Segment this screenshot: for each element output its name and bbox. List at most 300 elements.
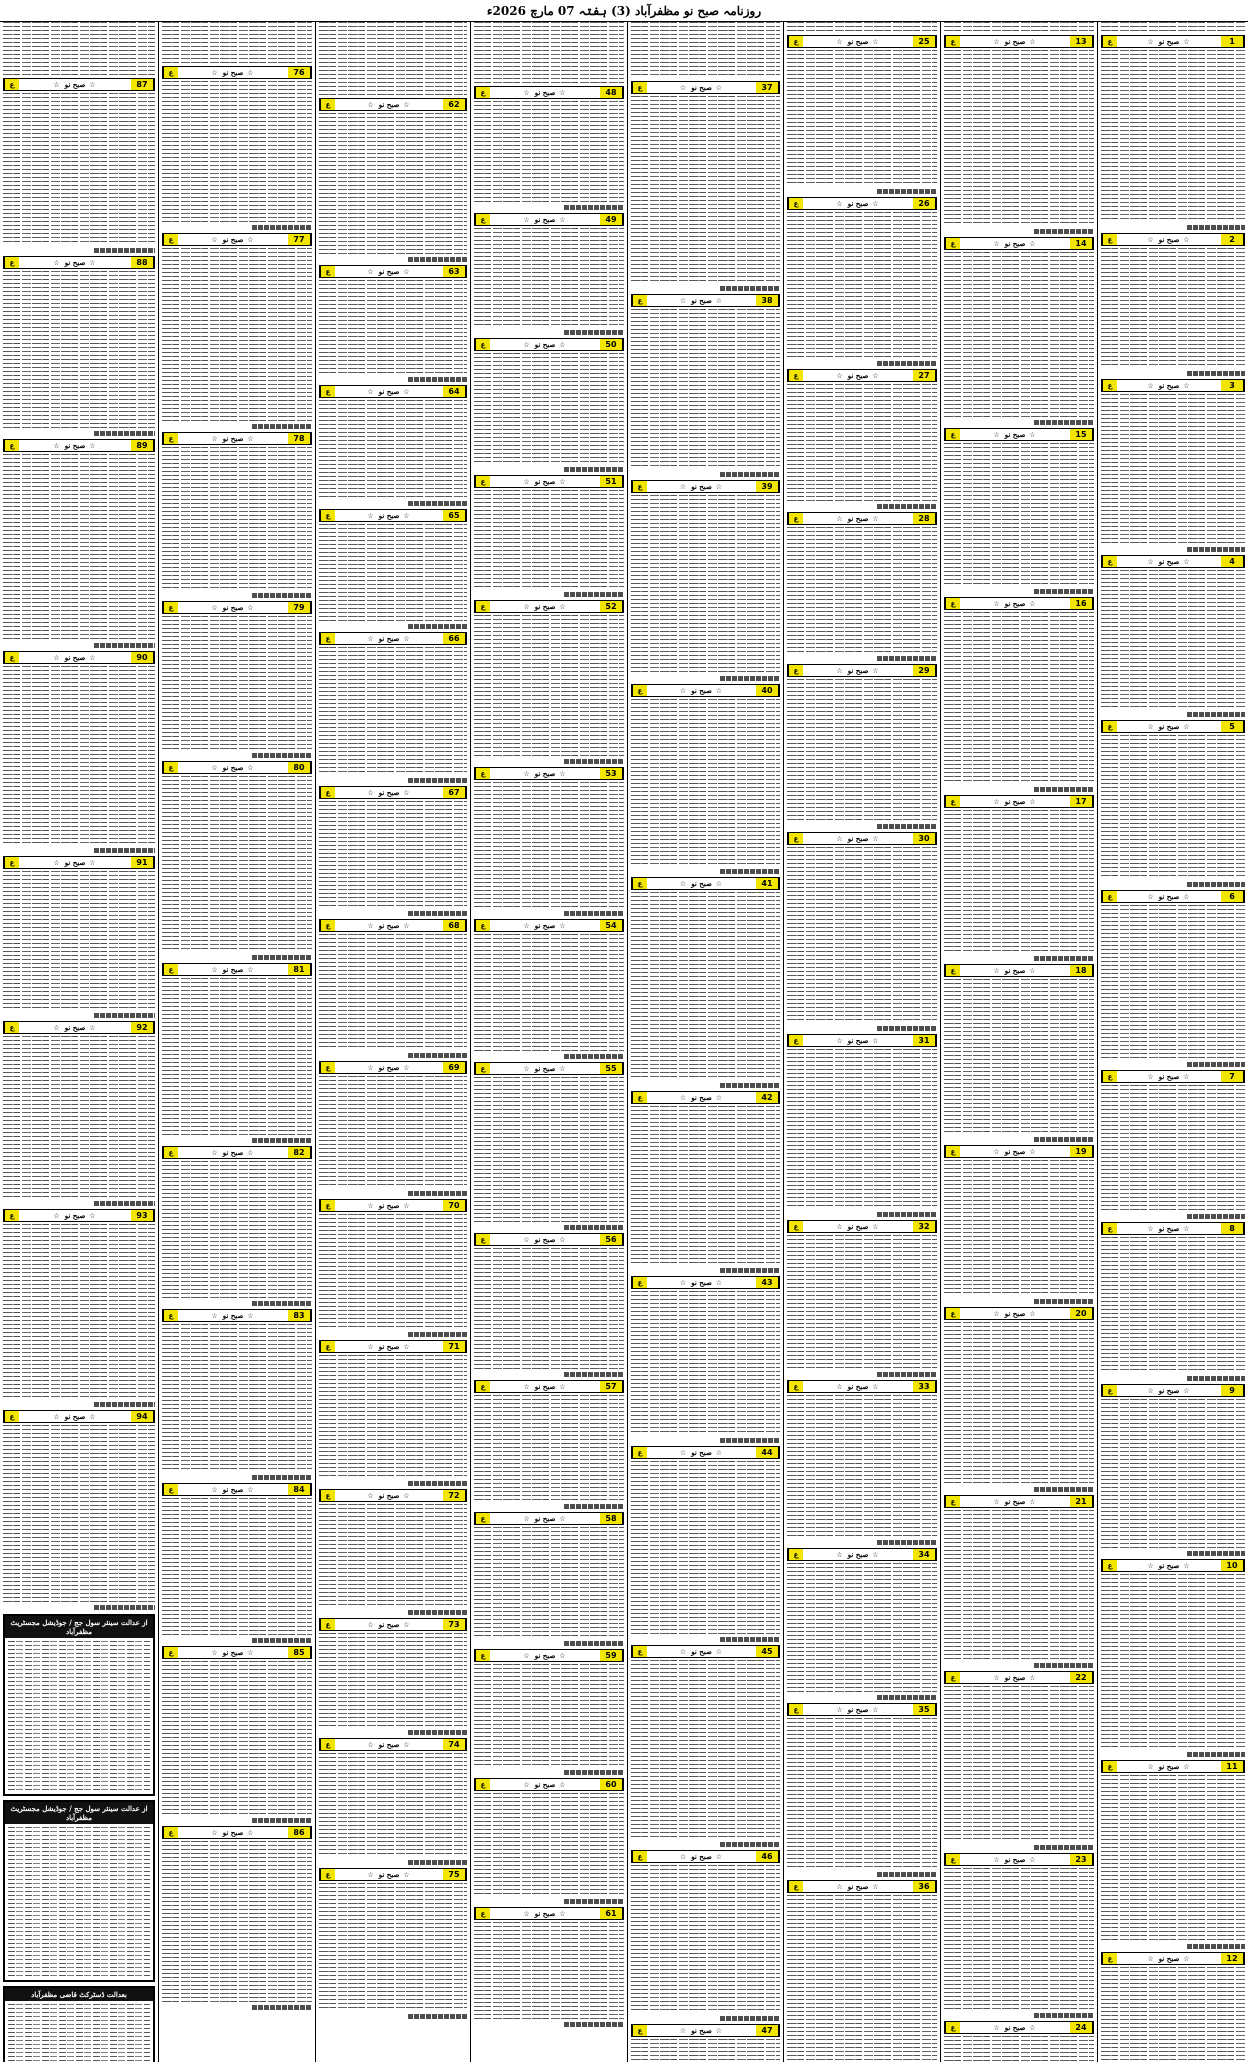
star-icon-row: ☆ صبح نو ☆: [836, 1382, 880, 1391]
notice-signature: [564, 1641, 624, 1646]
paper-logo-icon: ع: [945, 965, 960, 976]
paper-logo-icon: ع: [945, 2022, 960, 2033]
notice-signature: [877, 189, 937, 194]
notice-number: 89: [131, 440, 154, 451]
notice-text: [319, 934, 467, 1050]
star-icon-row: ☆ صبح نو ☆: [1147, 1224, 1191, 1233]
notice-header: [631, 81, 780, 94]
notice-signature: [877, 1695, 937, 1700]
header-label: صبح نو: [64, 1023, 86, 1032]
notice-signature: [408, 1332, 467, 1337]
notice-header: [944, 597, 1094, 610]
notice-signature: [94, 848, 155, 853]
header-label: صبح نو: [222, 1148, 244, 1157]
column-1: [1097, 22, 1248, 2062]
notice-header: [3, 1021, 155, 1034]
star-icon-row: ☆ صبح نو ☆: [1147, 1561, 1191, 1570]
notice-number: 54: [600, 920, 623, 931]
notice-number: 48: [600, 87, 623, 98]
notice-header: [631, 1091, 780, 1104]
paper-logo-icon: ع: [475, 214, 490, 225]
notice-text: [631, 1660, 780, 1839]
notice-number: 77: [288, 234, 311, 245]
notice-number: 43: [756, 1277, 779, 1288]
star-icon-row: ☆ صبح نو ☆: [53, 441, 97, 450]
notice-text: [787, 847, 937, 1023]
notice-number: 35: [913, 1704, 936, 1715]
notice-signature: [877, 1372, 937, 1377]
star-icon-row: ☆ صبح نو ☆: [523, 1651, 567, 1660]
header-label: صبح نو: [691, 296, 712, 305]
star-icon-row: ☆ صبح نو ☆: [836, 1036, 880, 1045]
star-icon-row: ☆ صبح نو ☆: [1147, 1762, 1191, 1771]
notice-number: 45: [756, 1646, 779, 1657]
paper-logo-icon: ع: [320, 633, 335, 644]
notice-header: [944, 2021, 1094, 2034]
notice-number: 55: [600, 1063, 623, 1074]
notice-number: 17: [1070, 796, 1093, 807]
header-label: صبح نو: [691, 2026, 712, 2035]
header-label: صبح نو: [378, 1870, 400, 1879]
star-icon-row: ☆ صبح نو ☆: [523, 1235, 567, 1244]
notice-signature: [408, 377, 467, 382]
notice-signature: [1187, 882, 1245, 887]
notice-number: 75: [443, 1869, 466, 1880]
paper-logo-icon: ع: [788, 370, 803, 381]
notice-header: [319, 786, 467, 799]
notice-number: 24: [1070, 2022, 1093, 2033]
header-label: صبح نو: [691, 1278, 712, 1287]
notice-header: [631, 480, 780, 493]
notice-number: 29: [913, 665, 936, 676]
notice-header: [474, 1233, 624, 1246]
paper-logo-icon: ع: [945, 598, 960, 609]
notice-text: [631, 699, 780, 866]
header-label: صبح نو: [378, 1620, 400, 1629]
notice-text: [787, 1395, 937, 1537]
paper-logo-icon: ع: [4, 857, 19, 868]
star-icon-row: ☆ صبح نو ☆: [211, 1485, 255, 1494]
notice-signature: [877, 1872, 937, 1877]
notice-number: 61: [600, 1908, 623, 1919]
star-icon-row: ☆ صبح نو ☆: [53, 80, 97, 89]
header-label: صبح نو: [534, 1064, 556, 1073]
notice-signature: [1187, 1062, 1245, 1067]
notice-header: [944, 1671, 1094, 1684]
star-icon-row: ☆ صبح نو ☆: [367, 1201, 411, 1210]
notice-signature: [408, 1860, 467, 1865]
header-label: صبح نو: [534, 769, 556, 778]
paper-logo-icon: ع: [320, 510, 335, 521]
notice-text: [944, 1160, 1094, 1296]
header-label: صبح نو: [1158, 1762, 1180, 1771]
column-2: [940, 22, 1097, 2062]
notice-signature: [1034, 1845, 1094, 1850]
header-label: صبح نو: [1004, 1855, 1026, 1864]
notice-text: [3, 454, 155, 640]
paper-logo-icon: ع: [163, 433, 178, 444]
notice-header: [319, 632, 467, 645]
notice-header: [1101, 379, 1245, 392]
notice-header: [1101, 233, 1245, 246]
star-icon-row: ☆ صبح نو ☆: [679, 482, 724, 491]
notice-number: 70: [443, 1200, 466, 1211]
paper-logo-icon: ع: [163, 67, 178, 78]
header-label: صبح نو: [847, 371, 869, 380]
paper-logo-icon: ع: [163, 1484, 178, 1495]
notice-header: [474, 767, 624, 780]
court-notice-body: [8, 1641, 150, 1791]
header-label: صبح نو: [222, 1311, 244, 1320]
star-icon-row: ☆ صبح نو ☆: [367, 921, 411, 930]
paper-logo-icon: ع: [945, 429, 960, 440]
paper-logo-icon: ع: [632, 82, 647, 93]
notice-header: [631, 1645, 780, 1658]
paper-logo-icon: ع: [1102, 1560, 1117, 1571]
header-label: صبح نو: [1158, 1954, 1180, 1963]
paper-logo-icon: ع: [320, 1062, 335, 1073]
notice-text: [944, 443, 1094, 586]
notice-header: [319, 1868, 467, 1881]
article-text: [3, 22, 155, 75]
notice-number: 85: [288, 1647, 311, 1658]
notice-signature: [1187, 1376, 1245, 1381]
notice-signature: [564, 592, 624, 597]
paper-logo-icon: ع: [475, 1650, 490, 1661]
notice-text: [474, 1077, 624, 1222]
star-icon-row: ☆ صبح نو ☆: [1147, 1954, 1191, 1963]
header-label: صبح نو: [378, 387, 400, 396]
notice-number: 36: [913, 1881, 936, 1892]
star-icon-row: ☆ صبح نو ☆: [679, 83, 724, 92]
notice-header: [162, 1826, 312, 1839]
notice-text: [944, 1686, 1094, 1842]
notice-signature: [564, 330, 624, 335]
star-icon-row: ☆ صبح نو ☆: [367, 634, 411, 643]
header-label: صبح نو: [1158, 1072, 1180, 1081]
notice-text: [944, 612, 1094, 784]
header-label: صبح نو: [534, 602, 556, 611]
notice-signature: [252, 1475, 312, 1480]
notice-text: [474, 1395, 624, 1501]
notice-signature: [877, 1026, 937, 1031]
paper-logo-icon: ع: [320, 1490, 335, 1501]
notice-number: 1: [1221, 36, 1244, 47]
notice-header: [474, 1778, 624, 1791]
header-label: صبح نو: [847, 1036, 869, 1045]
article-text: [162, 22, 312, 63]
notice-signature: [720, 472, 780, 477]
paper-logo-icon: ع: [1102, 36, 1117, 47]
star-icon-row: ☆ صبح نو ☆: [993, 599, 1037, 608]
star-icon-row: ☆ صبح نو ☆: [367, 267, 411, 276]
notice-header: [162, 1309, 312, 1322]
notice-text: [787, 1718, 937, 1869]
star-icon-row: ☆ صبح نو ☆: [523, 602, 567, 611]
star-icon-row: ☆ صبح نو ☆: [1147, 1386, 1191, 1395]
notice-text: [787, 1049, 937, 1209]
paper-logo-icon: ع: [4, 257, 19, 268]
notice-signature: [720, 1438, 780, 1443]
court-notice-body: [8, 2004, 150, 2062]
notice-text: [3, 271, 155, 428]
paper-logo-icon: ع: [788, 1381, 803, 1392]
header-label: صبح نو: [534, 477, 556, 486]
header-label: صبح نو: [1158, 1386, 1180, 1395]
notice-text: [1101, 1085, 1245, 1211]
notice-signature: [564, 1504, 624, 1509]
notice-number: 83: [288, 1310, 311, 1321]
notice-signature: [564, 1770, 624, 1775]
notice-header: [1101, 1760, 1245, 1773]
notice-signature: [94, 1605, 155, 1610]
notice-signature: [1034, 787, 1094, 792]
notice-number: 31: [913, 1035, 936, 1046]
paper-logo-icon: ع: [320, 386, 335, 397]
notice-number: 30: [913, 833, 936, 844]
notice-number: 2: [1221, 234, 1244, 245]
notice-number: 34: [913, 1549, 936, 1560]
star-icon-row: ☆ صبح نو ☆: [211, 1311, 255, 1320]
paper-logo-icon: ع: [788, 833, 803, 844]
star-icon-row: ☆ صبح نو ☆: [1147, 722, 1191, 731]
notice-header: [162, 963, 312, 976]
star-icon-row: ☆ صبح نو ☆: [836, 666, 880, 675]
star-icon-row: ☆ صبح نو ☆: [53, 1412, 97, 1421]
paper-logo-icon: ع: [1102, 1761, 1117, 1772]
paper-logo-icon: ع: [1102, 556, 1117, 567]
star-icon-row: ☆ صبح نو ☆: [523, 88, 567, 97]
notice-number: 94: [131, 1411, 154, 1422]
header-label: صبح نو: [1158, 722, 1180, 731]
star-icon-row: ☆ صبح نو ☆: [523, 921, 567, 930]
paper-logo-icon: ع: [788, 1549, 803, 1560]
star-icon-row: ☆ صبح نو ☆: [211, 965, 255, 974]
notice-signature: [877, 1212, 937, 1217]
notice-signature: [408, 624, 467, 629]
notice-text: [319, 801, 467, 908]
notice-header: [319, 1199, 467, 1212]
notice-header: [319, 1738, 467, 1751]
notice-number: 80: [288, 762, 311, 773]
notice-header: [787, 369, 937, 382]
star-icon-row: ☆ صبح نو ☆: [993, 1855, 1037, 1864]
paper-logo-icon: ع: [788, 1704, 803, 1715]
notice-header: [944, 428, 1094, 441]
paper-logo-icon: ع: [788, 665, 803, 676]
paper-logo-icon: ع: [632, 1447, 647, 1458]
notice-text: [162, 1841, 312, 2002]
notice-number: 27: [913, 370, 936, 381]
star-icon-row: ☆ صبح نو ☆: [993, 966, 1037, 975]
notice-signature: [720, 2016, 780, 2021]
notice-signature: [720, 286, 780, 291]
notice-signature: [720, 869, 780, 874]
notice-text: [319, 1214, 467, 1329]
paper-logo-icon: ع: [945, 796, 960, 807]
paper-logo-icon: ع: [632, 1646, 647, 1657]
header-label: صبح نو: [378, 267, 400, 276]
star-icon-row: ☆ صبح نو ☆: [993, 2023, 1037, 2032]
paper-logo-icon: ع: [475, 1234, 490, 1245]
star-icon-row: ☆ صبح نو ☆: [1147, 1072, 1191, 1081]
star-icon-row: ☆ صبح نو ☆: [836, 1705, 880, 1714]
header-label: صبح نو: [1158, 37, 1180, 46]
article-text: [474, 22, 624, 83]
notice-header: [319, 1061, 467, 1074]
header-label: صبح نو: [534, 1382, 556, 1391]
header-label: صبح نو: [1004, 1309, 1026, 1318]
notice-text: [787, 50, 937, 186]
notice-number: 21: [1070, 1496, 1093, 1507]
notice-text: [3, 1036, 155, 1198]
notice-text: [474, 782, 624, 908]
notice-number: 56: [600, 1234, 623, 1245]
notice-header: [3, 1410, 155, 1423]
notice-text: [162, 1498, 312, 1635]
notice-number: 16: [1070, 598, 1093, 609]
notice-signature: [408, 1481, 467, 1486]
notice-number: 63: [443, 266, 466, 277]
notice-signature: [252, 1638, 312, 1643]
notice-header: [3, 651, 155, 664]
star-icon-row: ☆ صبح نو ☆: [367, 1063, 411, 1072]
article-text: [1101, 22, 1245, 32]
notice-signature: [408, 2014, 467, 2019]
paper-logo-icon: ع: [475, 920, 490, 931]
header-label: صبح نو: [378, 1063, 400, 1072]
star-icon-row: ☆ صبح نو ☆: [993, 37, 1037, 46]
notice-header: [944, 795, 1094, 808]
notice-text: [162, 81, 312, 222]
header-label: صبح نو: [222, 1485, 244, 1494]
header-label: صبح نو: [222, 1648, 244, 1657]
paper-logo-icon: ع: [475, 1513, 490, 1524]
notice-number: 28: [913, 513, 936, 524]
notice-signature: [252, 955, 312, 960]
notice-signature: [720, 1637, 780, 1642]
star-icon-row: ☆ صبح نو ☆: [993, 1673, 1037, 1682]
column-6: [315, 22, 470, 2062]
star-icon-row: ☆ صبح نو ☆: [53, 1023, 97, 1032]
star-icon-row: ☆ صبح نو ☆: [367, 1491, 411, 1500]
notice-number: 91: [131, 857, 154, 868]
notice-signature: [1187, 1551, 1245, 1556]
star-icon-row: ☆ صبح نو ☆: [1147, 557, 1191, 566]
notice-signature: [564, 467, 624, 472]
header-label: صبح نو: [222, 235, 244, 244]
star-icon-row: ☆ صبح نو ☆: [836, 1550, 880, 1559]
star-icon-row: ☆ صبح نو ☆: [993, 239, 1037, 248]
notice-header: [162, 1483, 312, 1496]
header-label: صبح نو: [222, 965, 244, 974]
star-icon-row: ☆ صبح نو ☆: [211, 434, 255, 443]
notice-signature: [94, 248, 155, 253]
notice-signature: [94, 1402, 155, 1407]
article-text: [631, 22, 780, 78]
notice-text: [787, 384, 937, 501]
notice-signature: [94, 1201, 155, 1206]
header-label: صبح نو: [1158, 381, 1180, 390]
notice-number: 44: [756, 1447, 779, 1458]
header-label: صبح نو: [847, 666, 869, 675]
paper-logo-icon: ع: [163, 602, 178, 613]
header-label: صبح نو: [64, 80, 86, 89]
header-label: صبح نو: [378, 634, 400, 643]
notice-number: 93: [131, 1210, 154, 1221]
notice-text: [3, 1425, 155, 1602]
notice-number: 39: [756, 481, 779, 492]
notice-text: [1101, 735, 1245, 879]
paper-logo-icon: ع: [320, 1869, 335, 1880]
notice-signature: [564, 759, 624, 764]
notice-header: [3, 856, 155, 869]
notice-signature: [408, 778, 467, 783]
notice-number: 84: [288, 1484, 311, 1495]
notice-number: 32: [913, 1221, 936, 1232]
notice-header: [787, 512, 937, 525]
star-icon-row: ☆ صبح نو ☆: [836, 371, 880, 380]
notice-header: [319, 265, 467, 278]
notice-signature: [720, 676, 780, 681]
court-notice: [3, 1614, 155, 1796]
notice-number: 72: [443, 1490, 466, 1501]
notice-signature: [1034, 229, 1094, 234]
header-label: صبح نو: [64, 653, 86, 662]
header-label: صبح نو: [1158, 557, 1180, 566]
paper-logo-icon: ع: [1102, 1223, 1117, 1234]
notice-header: [3, 78, 155, 91]
notice-number: 66: [443, 633, 466, 644]
star-icon-row: ☆ صبح نو ☆: [836, 199, 880, 208]
notice-signature: [252, 424, 312, 429]
notice-signature: [1187, 1214, 1245, 1219]
star-icon-row: ☆ صبح نو ☆: [679, 1448, 724, 1457]
notice-signature: [408, 911, 467, 916]
notice-header: [319, 1340, 467, 1353]
notice-text: [944, 50, 1094, 226]
notice-number: 88: [131, 257, 154, 268]
paper-logo-icon: ع: [788, 36, 803, 47]
paper-logo-icon: ع: [1102, 380, 1117, 391]
paper-logo-icon: ع: [945, 36, 960, 47]
notice-text: [474, 1248, 624, 1369]
masthead-title: روزنامہ صبح نو مظفرآباد (3) ہفتہ 07 مارچ 2026ء: [486, 3, 762, 18]
notice-text: [787, 1563, 937, 1692]
header-label: صبح نو: [378, 511, 400, 520]
masthead: [0, 0, 1248, 22]
paper-logo-icon: ع: [320, 920, 335, 931]
notice-signature: [94, 431, 155, 436]
notice-text: [631, 1291, 780, 1435]
notice-signature: [1034, 956, 1094, 961]
notice-signature: [1034, 1663, 1094, 1668]
header-label: صبح نو: [222, 763, 244, 772]
notice-header: [1101, 35, 1245, 48]
notice-number: 38: [756, 295, 779, 306]
notice-signature: [252, 2005, 312, 2010]
header-label: صبح نو: [1004, 1497, 1026, 1506]
header-label: صبح نو: [847, 1382, 869, 1391]
notice-text: [1101, 1574, 1245, 1749]
header-label: صبح نو: [1158, 235, 1180, 244]
notice-text: [474, 1922, 624, 2019]
notice-text: [474, 101, 624, 202]
star-icon-row: ☆ صبح نو ☆: [993, 1497, 1037, 1506]
notice-header: [1101, 1559, 1245, 1572]
header-label: صبح نو: [378, 1740, 400, 1749]
notice-text: [1101, 1775, 1245, 1941]
